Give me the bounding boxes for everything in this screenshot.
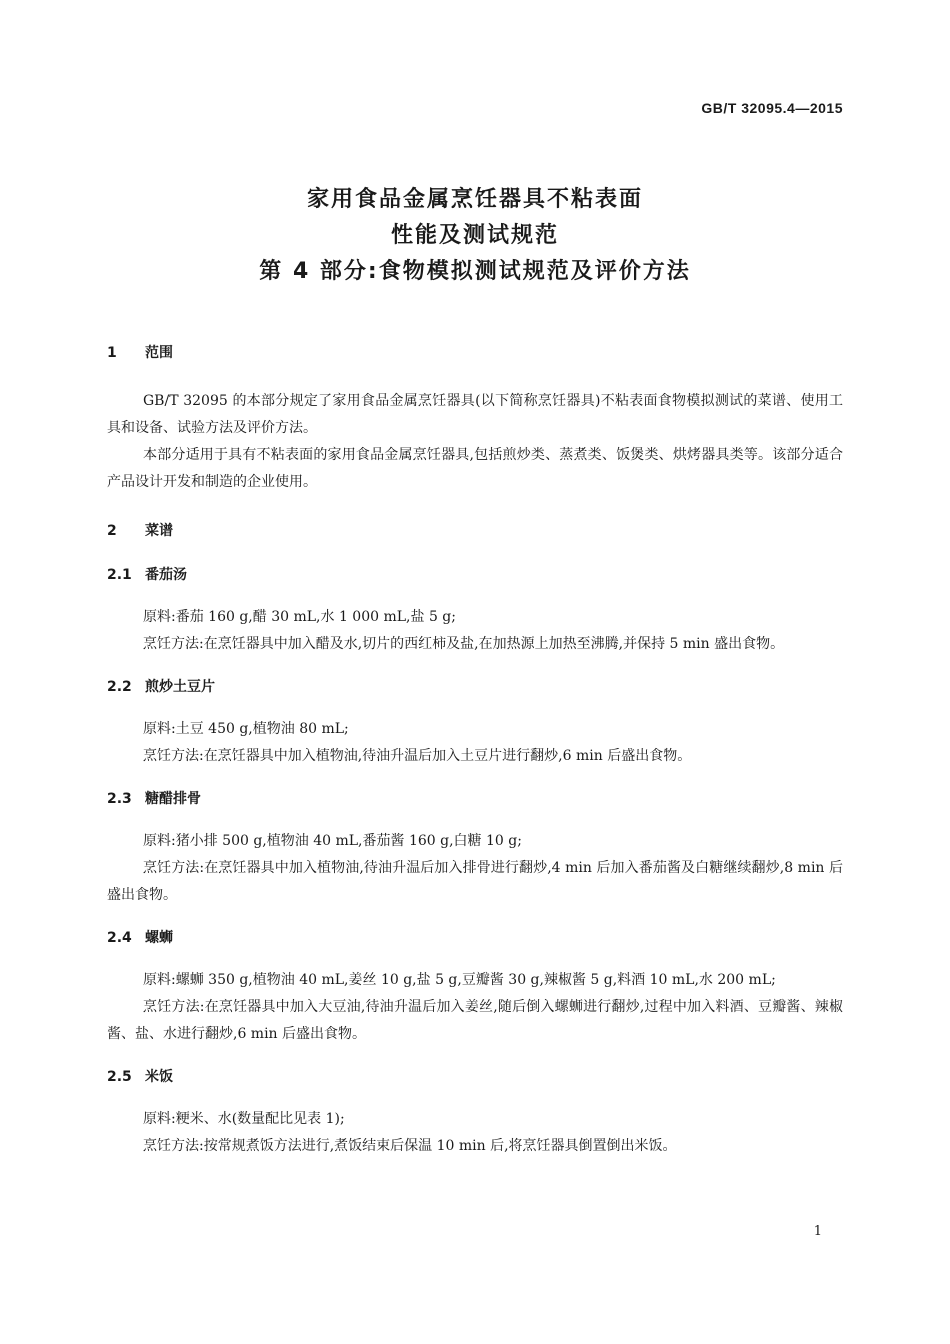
page-number: 1 xyxy=(813,1224,822,1239)
section-heading-recipes xyxy=(107,518,843,544)
document-title xyxy=(0,182,950,290)
title-line-3: 第 4 部分:食物模拟测试规范及评价方法 xyxy=(259,259,691,284)
subsection-title: 米饭 xyxy=(145,1069,173,1085)
scope-paragraph-2: 本部分适用于具有不粘表面的家用食品金属烹饪器具,包括煎炒类、蒸煮类、饭煲类、烘烤器具类等。该部分适合产品设计开发和制造的企业使用。 xyxy=(107,447,843,490)
subsection-heading-tomato-soup xyxy=(107,562,843,588)
method-paragraph: 烹饪方法:在烹饪器具中加入植物油,待油升温后加入排骨进行翻炒,4 min 后加入番茄酱及白糖继续翻炒,8 min 后盛出食物。 xyxy=(107,860,843,903)
standard-code: GB/T 32095.4—2015 xyxy=(701,100,843,116)
section-title: 范围 xyxy=(145,345,173,361)
subsection-title: 番茄汤 xyxy=(145,567,187,583)
subsection-heading-fried-potato xyxy=(107,674,843,700)
ingredients-paragraph: 原料:螺蛳 350 g,植物油 40 mL,姜丝 10 g,盐 5 g,豆瓣酱 30 g,辣椒酱 5 g,料酒 10 mL,水 200 mL; xyxy=(143,972,776,988)
subsection-number: 2.3 xyxy=(107,791,132,807)
title-line-1: 家用食品金属烹饪器具不粘表面 xyxy=(306,187,643,212)
title-line-2: 性能及测试规范 xyxy=(390,223,559,248)
section-number: 2 xyxy=(107,523,117,539)
subsection-heading-sweet-sour-ribs xyxy=(107,786,843,812)
ingredients-paragraph: 原料:番茄 160 g,醋 30 mL,水 1 000 mL,盐 5 g; xyxy=(143,609,456,625)
subsection-number: 2.4 xyxy=(107,930,132,946)
section-number: 1 xyxy=(107,345,117,361)
subsection-number: 2.2 xyxy=(107,679,132,695)
ingredients-paragraph: 原料:土豆 450 g,植物油 80 mL; xyxy=(143,721,349,737)
method-paragraph: 烹饪方法:在烹饪器具中加入植物油,待油升温后加入土豆片进行翻炒,6 min 后盛出食物。 xyxy=(143,748,692,764)
method-paragraph: 烹饪方法:在烹饪器具中加入大豆油,待油升温后加入姜丝,随后倒入螺蛳进行翻炒,过程中加入料酒、豆瓣酱、辣椒酱、盐、水进行翻炒,6 min 后盛出食物。 xyxy=(107,999,843,1042)
subsection-title: 糖醋排骨 xyxy=(145,791,201,807)
subsection-title: 煎炒土豆片 xyxy=(145,679,215,695)
subsection-heading-snails xyxy=(107,925,843,951)
subsection-heading-rice xyxy=(107,1064,843,1090)
method-paragraph: 烹饪方法:在烹饪器具中加入醋及水,切片的西红柿及盐,在加热源上加热至沸腾,并保持 5 min 盛出食物。 xyxy=(143,636,785,652)
subsection-title: 螺蛳 xyxy=(145,930,173,946)
document-body xyxy=(107,340,843,1160)
ingredients-paragraph: 原料:粳米、水(数量配比见表 1); xyxy=(143,1111,345,1127)
ingredients-paragraph: 原料:猪小排 500 g,植物油 40 mL,番茄酱 160 g,白糖 10 g; xyxy=(143,833,522,849)
scope-paragraph-1: GB/T 32095 的本部分规定了家用食品金属烹饪器具(以下简称烹饪器具)不粘表面食物模拟测试的菜谱、使用工具和设备、试验方法及评价方法。 xyxy=(107,393,843,436)
section-heading-scope xyxy=(107,340,843,366)
subsection-number: 2.1 xyxy=(107,567,132,583)
section-title: 菜谱 xyxy=(145,523,173,539)
method-paragraph: 烹饪方法:按常规煮饭方法进行,煮饭结束后保温 10 min 后,将烹饪器具倒置倒出米饭。 xyxy=(143,1138,677,1154)
subsection-number: 2.5 xyxy=(107,1069,132,1085)
